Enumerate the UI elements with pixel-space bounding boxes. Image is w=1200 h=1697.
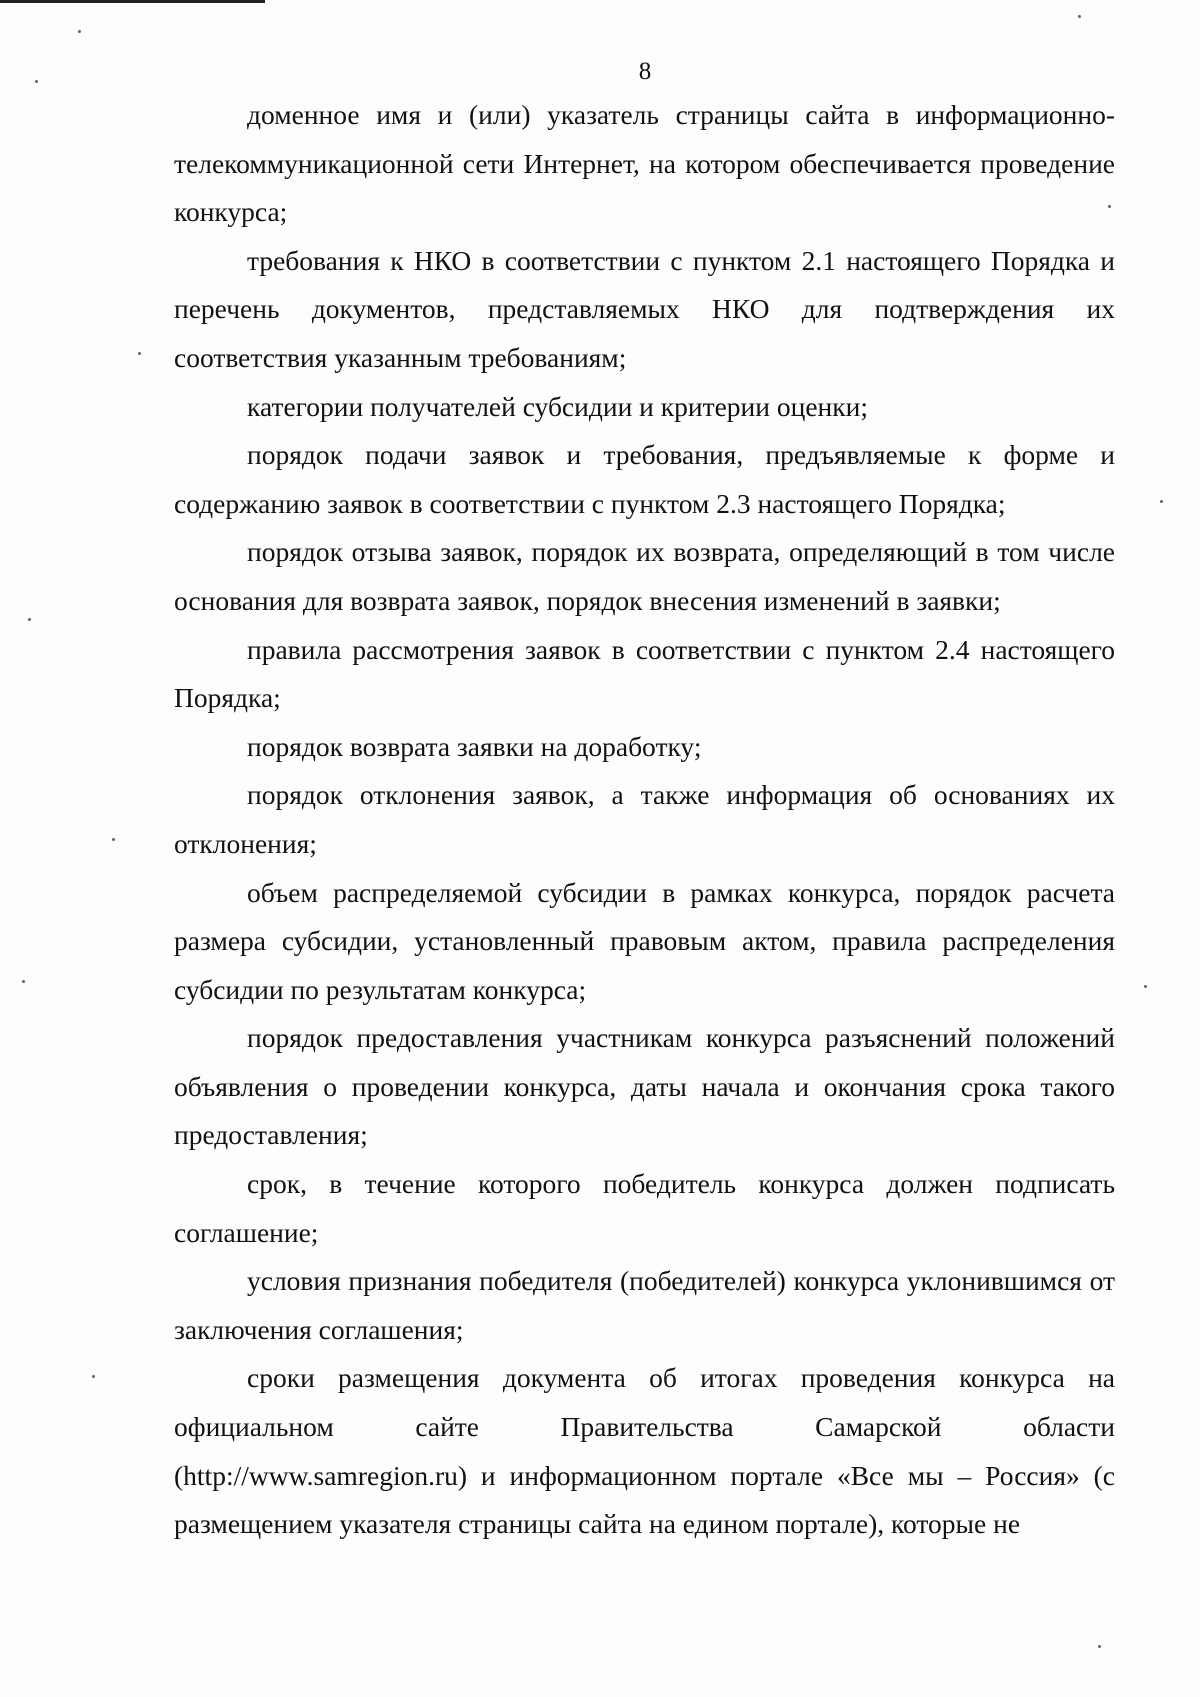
paragraph: правила рассмотрения заявок в соответствии с пунктом 2.4 настоящего Порядка;	[174, 633, 1115, 714]
paragraph: объем распределяемой субсидии в рамках конкурса, порядок расчета размера субсидии, установленный правовым актом, правила распределения субсидии по результатам конкурса;	[174, 876, 1115, 1005]
scan-speck	[1108, 205, 1111, 208]
scan-speck	[138, 352, 141, 355]
scan-speck	[1144, 985, 1147, 988]
scan-speck	[1160, 500, 1163, 503]
scan-speck	[28, 618, 31, 621]
scan-speck	[35, 80, 38, 83]
scan-speck	[78, 30, 81, 33]
scan-speck	[1078, 15, 1081, 18]
paragraph: порядок предоставления участникам конкурса разъяснений положений объявления о проведении конкурса, даты начала и окончания срока такого предоставления;	[174, 1022, 1115, 1151]
scan-speck	[92, 1375, 95, 1378]
scan-speck	[1098, 1645, 1101, 1648]
paragraph: порядок возврата заявки на доработку;	[247, 730, 702, 762]
document-body	[174, 91, 1115, 1549]
paragraph: категории получателей субсидии и критерии оценки;	[247, 390, 868, 422]
paragraph: требования к НКО в соответствии с пунктом 2.1 настоящего Порядка и перечень документов, представляемых НКО для подтверждения их соответствия указанным требованиям;	[174, 244, 1115, 373]
paragraph: порядок отклонения заявок, а также информация об основаниях их отклонения;	[174, 779, 1115, 859]
paragraph: порядок подачи заявок и требования, предъявляемые к форме и содержанию заявок в соответствии с пунктом 2.3 настоящего Порядка;	[174, 439, 1115, 519]
page-number: 8	[638, 58, 652, 85]
paragraph: срок, в течение которого победитель конкурса должен подписать соглашение;	[174, 1168, 1115, 1248]
top-edge-rule	[0, 0, 265, 3]
scan-speck	[22, 980, 25, 983]
paragraph: порядок отзыва заявок, порядок их возврата, определяющий в том числе основания для возврата заявок, порядок внесения изменений в заявки;	[174, 536, 1115, 616]
paragraph: сроки размещения документа об итогах проведения конкурса на официальном сайте Правительства Самарской области (http://www.samregion.ru) и информационном портале «Все мы – Россия» (с размещением указателя страницы сайта на едином портале), которые не	[174, 1362, 1115, 1540]
paragraph: условия признания победителя (победителей) конкурса уклонившимся от заключения соглашения;	[174, 1265, 1115, 1345]
paragraph: доменное имя и (или) указатель страницы сайта в информационно-телекоммуникационной сети Интернет, на котором обеспечивается проведение конкурса;	[174, 99, 1115, 228]
scan-speck	[112, 838, 115, 841]
